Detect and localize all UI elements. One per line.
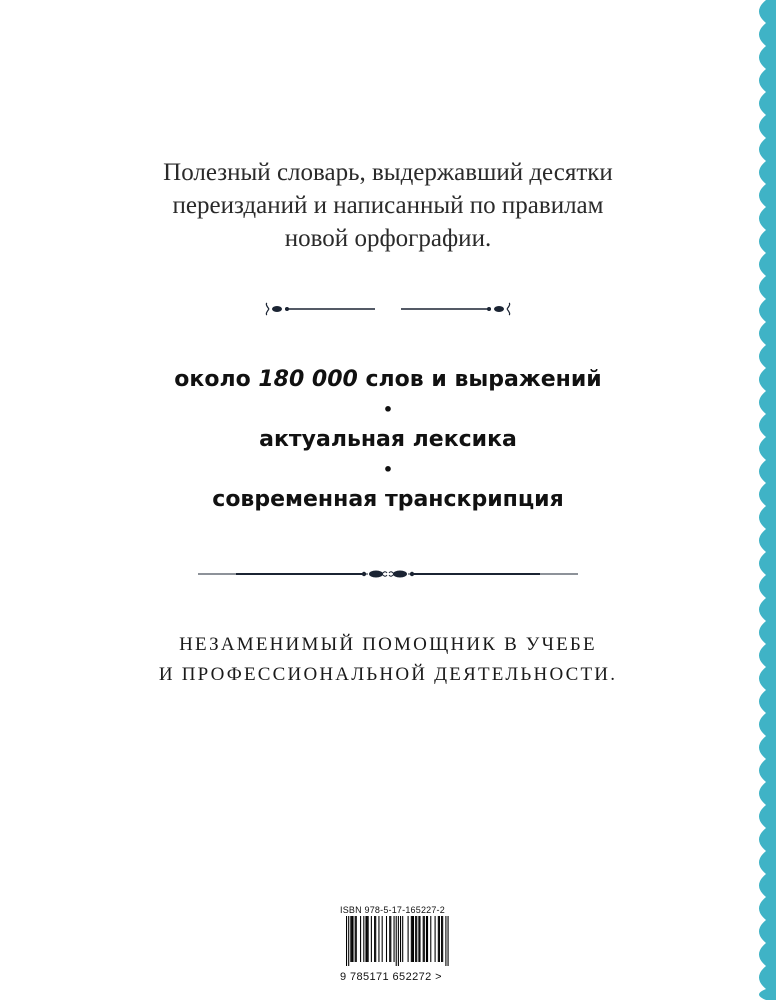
barcode-bar [382,916,383,962]
feature-lexicon: актуальная лексика [259,427,517,452]
barcode-bar [356,916,357,962]
barcode-bar [411,916,412,962]
barcode-bar [435,916,436,962]
features-list [0,364,776,516]
barcode-bar [442,916,443,962]
barcode-bar [352,916,353,962]
barcode-bar [394,916,395,962]
barcode-bar [363,916,364,962]
barcode-bar [351,916,352,962]
barcode-bar [419,916,420,962]
barcode-bar [416,916,417,962]
slogan-line: НЕЗАМЕНИМЫЙ ПОМОЩНИК В УЧЕБЕ [179,634,597,655]
barcode-bar [412,916,413,962]
intro-line: переизданий и написанный по правилам [172,192,604,219]
slogan-line: И ПРОФЕССИОНАЛЬНОЙ ДЕЯТЕЛЬНОСТИ. [158,664,618,685]
barcode-bar [378,916,379,962]
isbn-label: ISBN 978-5-17-165227-2 [340,905,445,915]
barcode-bar [396,916,397,966]
barcode-bar [346,916,347,966]
barcode-bar [389,916,390,962]
barcode-block [340,904,452,983]
barcode-bar [441,916,442,962]
barcode-bar [402,916,403,962]
intro-line: новой орфографии. [284,225,492,252]
flourish-divider-icon [196,564,580,584]
barcode-bar [398,916,399,966]
barcode-bar [375,916,376,962]
barcode-bar [367,916,368,962]
barcode-bar [355,916,356,962]
barcode-bar [350,916,351,962]
barcode-bar [423,916,424,962]
barcode-bar [348,916,349,966]
bottom-ornament [0,564,776,584]
feature-transcription: современная транскрипция [212,487,564,512]
barcode-bar [448,916,449,966]
barcode-bar [413,916,414,962]
barcode-bar [438,916,439,962]
barcode-bar [424,916,425,962]
barcode-bar [400,916,401,962]
intro-paragraph [0,156,776,255]
barcode-bar [408,916,409,962]
barcode-bar [374,916,375,962]
barcode-bar [439,916,440,962]
barcode-bar [390,916,391,962]
barcode-bar [371,916,372,962]
barcode-bar [386,916,387,962]
barcode-bar [430,916,431,962]
barcode-bar [415,916,416,962]
barcode-bar [365,916,366,962]
barcode-bar [418,916,419,962]
barcode-bar [368,916,369,962]
bullet-separator: • [382,400,394,419]
word-count-number: 180 000 [258,367,358,392]
barcode-digits: 9 785171 652272 > [340,971,442,983]
ean13-barcode-icon [340,916,452,966]
flourish-divider-icon [263,299,513,319]
intro-line: Полезный словарь, выдержавший десятки [163,159,613,186]
barcode-bar [360,916,361,962]
bullet-separator: • [382,460,394,479]
top-ornament [0,299,776,319]
barcode-bar [426,916,427,962]
barcode-bar [445,916,446,966]
feature-word-count: около 180 000 слов и выражений [174,367,602,392]
barcode-bar [427,916,428,962]
slogan [0,630,776,690]
